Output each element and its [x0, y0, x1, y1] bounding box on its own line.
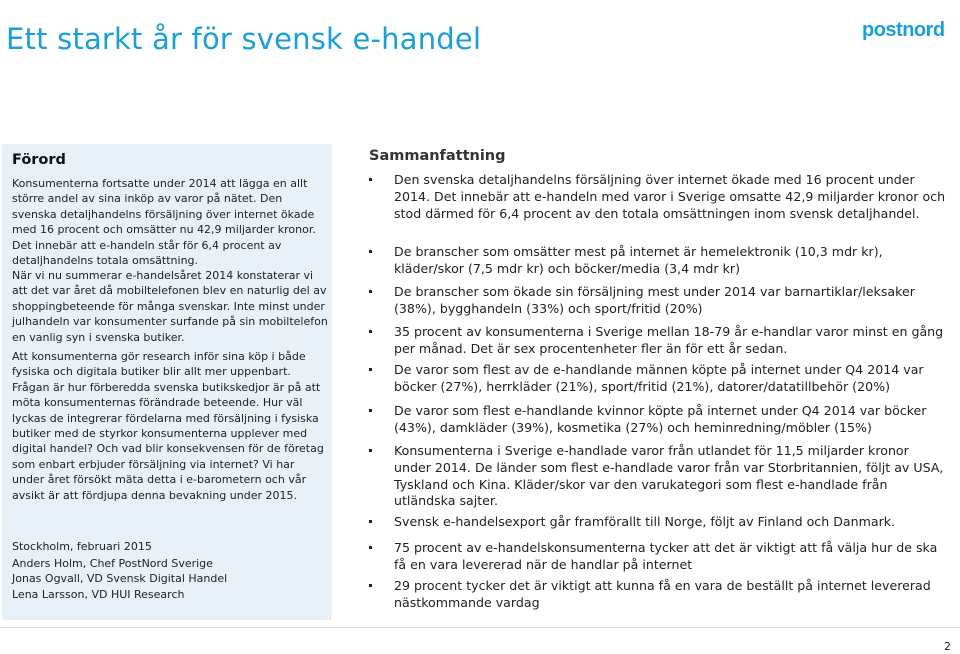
- bullet-icon: [369, 330, 372, 333]
- summary-bullet: De varor som flest av de e-handlande männen köpte på internet under Q4 2014 var böcker (27%), herrkläder (21%), sport/fritid (21%), datorer/datatillbehör (20%): [369, 362, 949, 396]
- summary-bullet: Konsumenterna i Sverige e-handlade varor från utlandet för 11,5 miljarder kronor under 2014. De länder som flest e-handlade varor från var Storbritannien, följt av USA, Tyskland och Kina. Kläder/skor var den varukategori som flest e-handlade från utländska sajter.: [369, 443, 949, 510]
- bullet-icon: [369, 409, 372, 412]
- foreword-paragraph: Att konsumenterna gör research inför sina köp i både fysiska och digitala butiker blir allt mer uppenbart. Frågan är hur förberedda svenska butikskedjor är på att möta konsumenternas förändrade beteende. Hur väl lyckas de integrerar fördelarna med försäljning i fysiska butiker med de styrkor konsumenterna upplever med digital handel? Och vad blir konsekvensen för de företag som enbart erbjuder försäljning via internet? Vi har under året försökt mäta detta i e-barometern och vår avsikt är att fördjupa denna bevakning under 2015.: [12, 350, 324, 502]
- signatory: Lena Larsson, VD HUI Research: [12, 587, 185, 601]
- postnord-logo: postnord: [862, 19, 945, 41]
- summary-bullet: De branscher som ökade sin försäljning mest under 2014 var barnartiklar/leksaker (38%), bygghandeln (33%) och sport/fritid (20%): [369, 284, 949, 318]
- summary-bullet: 35 procent av konsumenterna i Sverige mellan 18-79 år e-handlar varor minst en gång per månad. Det är sex procentenheter fler än för ett år sedan.: [369, 324, 949, 358]
- signatory: Jonas Ogvall, VD Svensk Digital Handel: [12, 572, 228, 586]
- bullet-icon: [369, 178, 372, 181]
- signatory: Anders Holm, Chef PostNord Sverige: [12, 557, 213, 570]
- bullet-icon: [369, 368, 372, 371]
- foreword-heading: Förord: [12, 152, 66, 168]
- bullet-icon: [369, 449, 372, 452]
- bullet-icon: [369, 250, 372, 253]
- signatories: [12, 556, 328, 602]
- summary-bullet: 29 procent tycker det är viktigt att kunna få en vara de beställt på internet levererad nästkommande vardag: [369, 578, 949, 612]
- summary-bullet: Den svenska detaljhandelns försäljning över internet ökade med 16 procent under 2014. Det innebär att e-handeln med varor i Sverige omsatte 42,9 miljarder kronor och stod därmed för 6,4 procent av den totala omsättningen inom svensk detaljhandel.: [369, 172, 949, 222]
- footer-divider: [0, 627, 960, 628]
- summary-bullet: De varor som flest e-handlande kvinnor köpte på internet under Q4 2014 var böcker (43%), damkläder (39%), kosmetika (27%) och heminredning/möbler (15%): [369, 403, 949, 437]
- summary-heading: Sammanfattning: [369, 148, 506, 164]
- foreword-paragraph: Konsumenterna fortsatte under 2014 att lägga en allt större andel av sina inköp av varor på nätet. Den svenska detaljhandelns försäljning över internet ökade med 16 procent och omsätter nu 42,9 miljarder kronor. Det innebär att e-handeln står för 6,4 procent av detaljhandelns totala omsättning.: [12, 177, 316, 268]
- summary-bullet: De branscher som omsätter mest på internet är hemelektronik (10,3 mdr kr), kläder/skor (7,5 mdr kr) och böcker/media (3,4 mdr kr): [369, 244, 949, 278]
- foreword-paragraph: När vi nu summerar e-handelsåret 2014 konstaterar vi att det var året då mobiltelefonen blev en naturlig del av shoppingbeteende för många svenskar. Inte minst under julhandeln var konsumenter surfande på sin mobiltelefon en vanlig syn i svenska butiker.: [12, 269, 328, 344]
- bullet-icon: [369, 584, 372, 587]
- bullet-icon: [369, 290, 372, 293]
- summary-bullet: 75 procent av e-handelskonsumenterna tycker att det är viktigt att få välja hur de ska få en vara levererad när de handlar på internet: [369, 540, 949, 574]
- page-number: 2: [944, 640, 951, 653]
- bullet-icon: [369, 520, 372, 523]
- foreword-place-date: Stockholm, februari 2015: [12, 540, 152, 553]
- summary-bullet: Svensk e-handelsexport går framförallt till Norge, följt av Finland och Danmark.: [369, 514, 949, 531]
- bullet-icon: [369, 546, 372, 549]
- page-title: Ett starkt år för svensk e-handel: [6, 22, 482, 56]
